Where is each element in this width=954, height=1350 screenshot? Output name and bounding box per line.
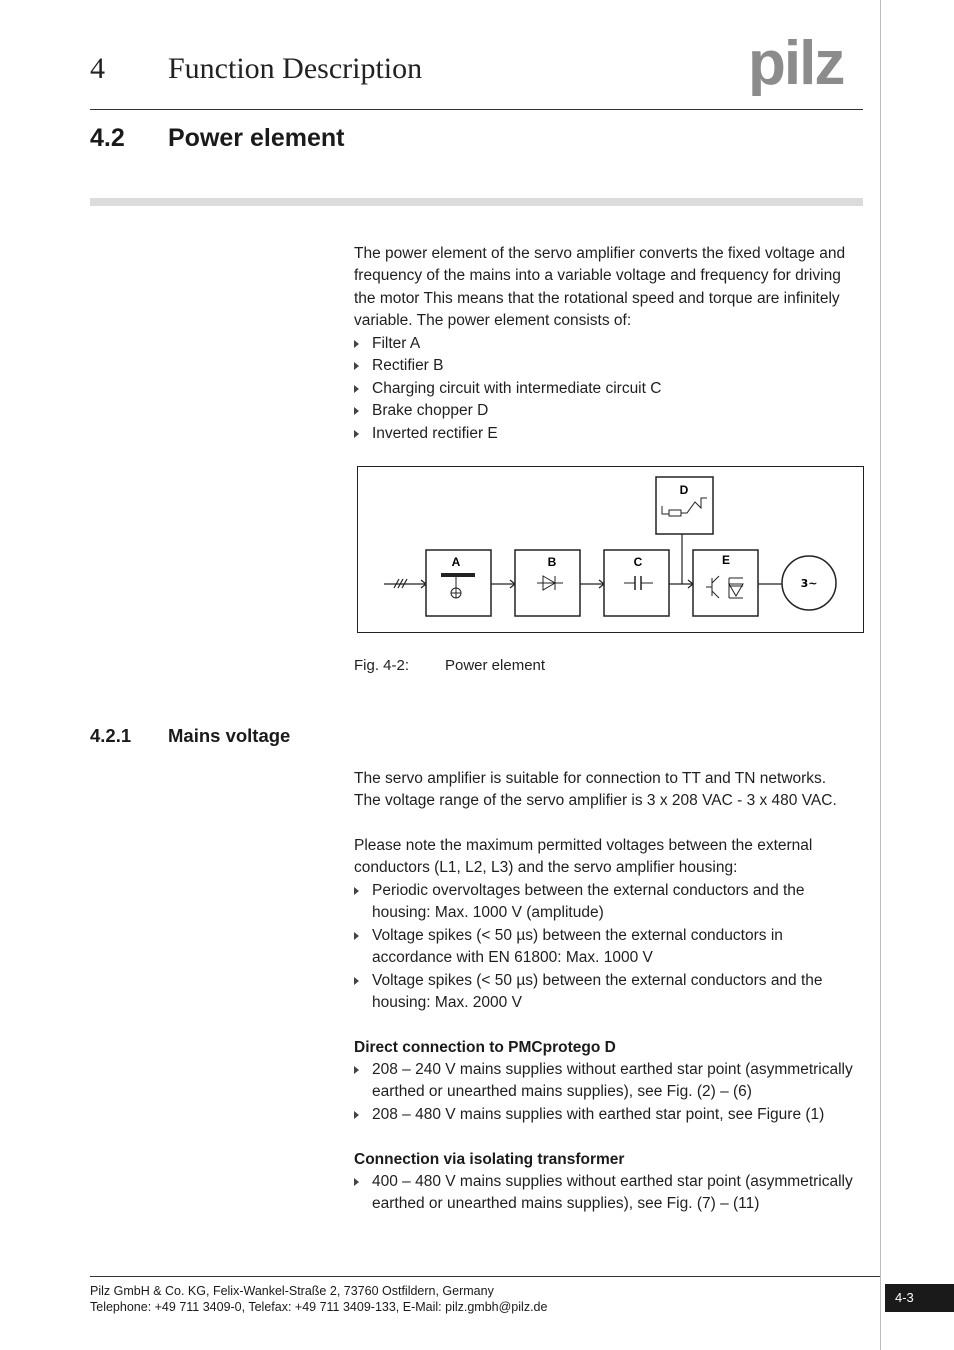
list-item: Brake chopper D [354,400,864,422]
page-number: 4-3 [885,1284,954,1312]
component-list [354,333,864,445]
brake-chopper-label: D [679,483,689,497]
section-divider-bar [90,198,863,206]
direct-connection-list [354,1059,864,1126]
bullet-arrow-icon [354,430,359,438]
bullet-arrow-icon [354,407,359,415]
filter-block-a [426,550,491,616]
list-item: 208 – 480 V mains supplies with earthed star point, see Figure (1) [354,1104,864,1126]
brake-chopper-block-d [656,477,713,534]
bullet-arrow-icon [354,887,359,895]
rectifier-label: B [547,555,557,569]
list-item: Charging circuit with intermediate circuit C [354,378,864,400]
figure-title: Power element [445,657,546,674]
bullet-arrow-icon [354,1111,359,1119]
subsection-title: Mains voltage [168,725,291,746]
list-item: Voltage spikes (< 50 µs) between the external conductors and the housing: Max. 2000 V [354,970,864,1015]
motor-label: 3~ [800,577,818,590]
network-line-2: The voltage range of the servo amplifier is 3 x 208 VAC - 3 x 480 VAC. [354,792,837,810]
bullet-arrow-icon [354,1178,359,1186]
direct-connection-heading: Direct connection to PMCprotego D [354,1039,616,1056]
list-item: 208 – 240 V mains supplies without earthed star point (asymmetrically earthed or unearthed mains supplies), see Fig. (2) – (6) [354,1059,864,1104]
inverted-rectifier-label: E [721,553,731,567]
power-element-diagram [357,466,864,633]
transformer-heading: Connection via isolating transformer [354,1151,625,1168]
bullet-arrow-icon [354,977,359,985]
section-title: Power element [168,124,345,152]
pilz-logo-wordmark: pilz [748,29,844,96]
figure-caption [354,657,546,674]
list-item: Filter A [354,333,864,355]
footer-contact: Telephone: +49 711 3409-0, Telefax: +49 711 3409-133, E-Mail: pilz.gmbh@pilz.de [90,1300,548,1314]
header-rule [90,109,863,110]
pilz-logo [746,26,866,96]
list-item: Inverted rectifier E [354,423,864,445]
list-item: Rectifier B [354,355,864,377]
section-number: 4.2 [90,124,125,152]
rectifier-block-b [515,550,580,616]
voltage-note-paragraph: Please note the maximum permitted voltages between the external conductors (L1, L2, L3) and the servo amplifier housing: [354,837,813,877]
footer [90,1283,547,1315]
subsection-number: 4.2.1 [90,725,132,746]
intro-paragraph: The power element of the servo amplifier converts the fixed voltage and frequency of the mains into a variable voltage and frequency for driving the motor This means that the rotational speed and torque are infinitely variable. The power element consists of: [354,245,846,330]
list-item: 400 – 480 V mains supplies without earthed star point (asymmetrically earthed or unearthed mains supplies), see Fig. (7) – (11) [354,1171,864,1216]
inverted-rectifier-block-e [693,550,758,616]
intermediate-circuit-block-c [604,550,669,616]
bullet-arrow-icon [354,932,359,940]
page-margin-rule [880,0,881,1350]
intermediate-circuit-label: C [633,555,643,569]
bullet-arrow-icon [354,385,359,393]
footer-address: Pilz GmbH & Co. KG, Felix-Wankel-Straße 2, 73760 Ostfildern, Germany [90,1284,494,1298]
list-item: Voltage spikes (< 50 µs) between the external conductors in accordance with EN 61800: Max. 1000 V [354,925,864,970]
network-paragraph [354,768,864,813]
footer-rule [90,1276,880,1277]
figure-number: Fig. 4-2: [354,657,410,674]
chapter-title: Function Description [168,52,423,85]
voltage-limits-list [354,880,864,1014]
motor-symbol [782,556,836,610]
bullet-arrow-icon [354,1066,359,1074]
bullet-arrow-icon [354,340,359,348]
filter-label: A [451,555,461,569]
network-line-1: The servo amplifier is suitable for connection to TT and TN networks. [354,770,827,787]
transformer-list [354,1171,864,1216]
chapter-number: 4 [90,52,105,85]
list-item: Periodic overvoltages between the external conductors and the housing: Max. 1000 V (amplitude) [354,880,864,925]
bullet-arrow-icon [354,362,359,370]
